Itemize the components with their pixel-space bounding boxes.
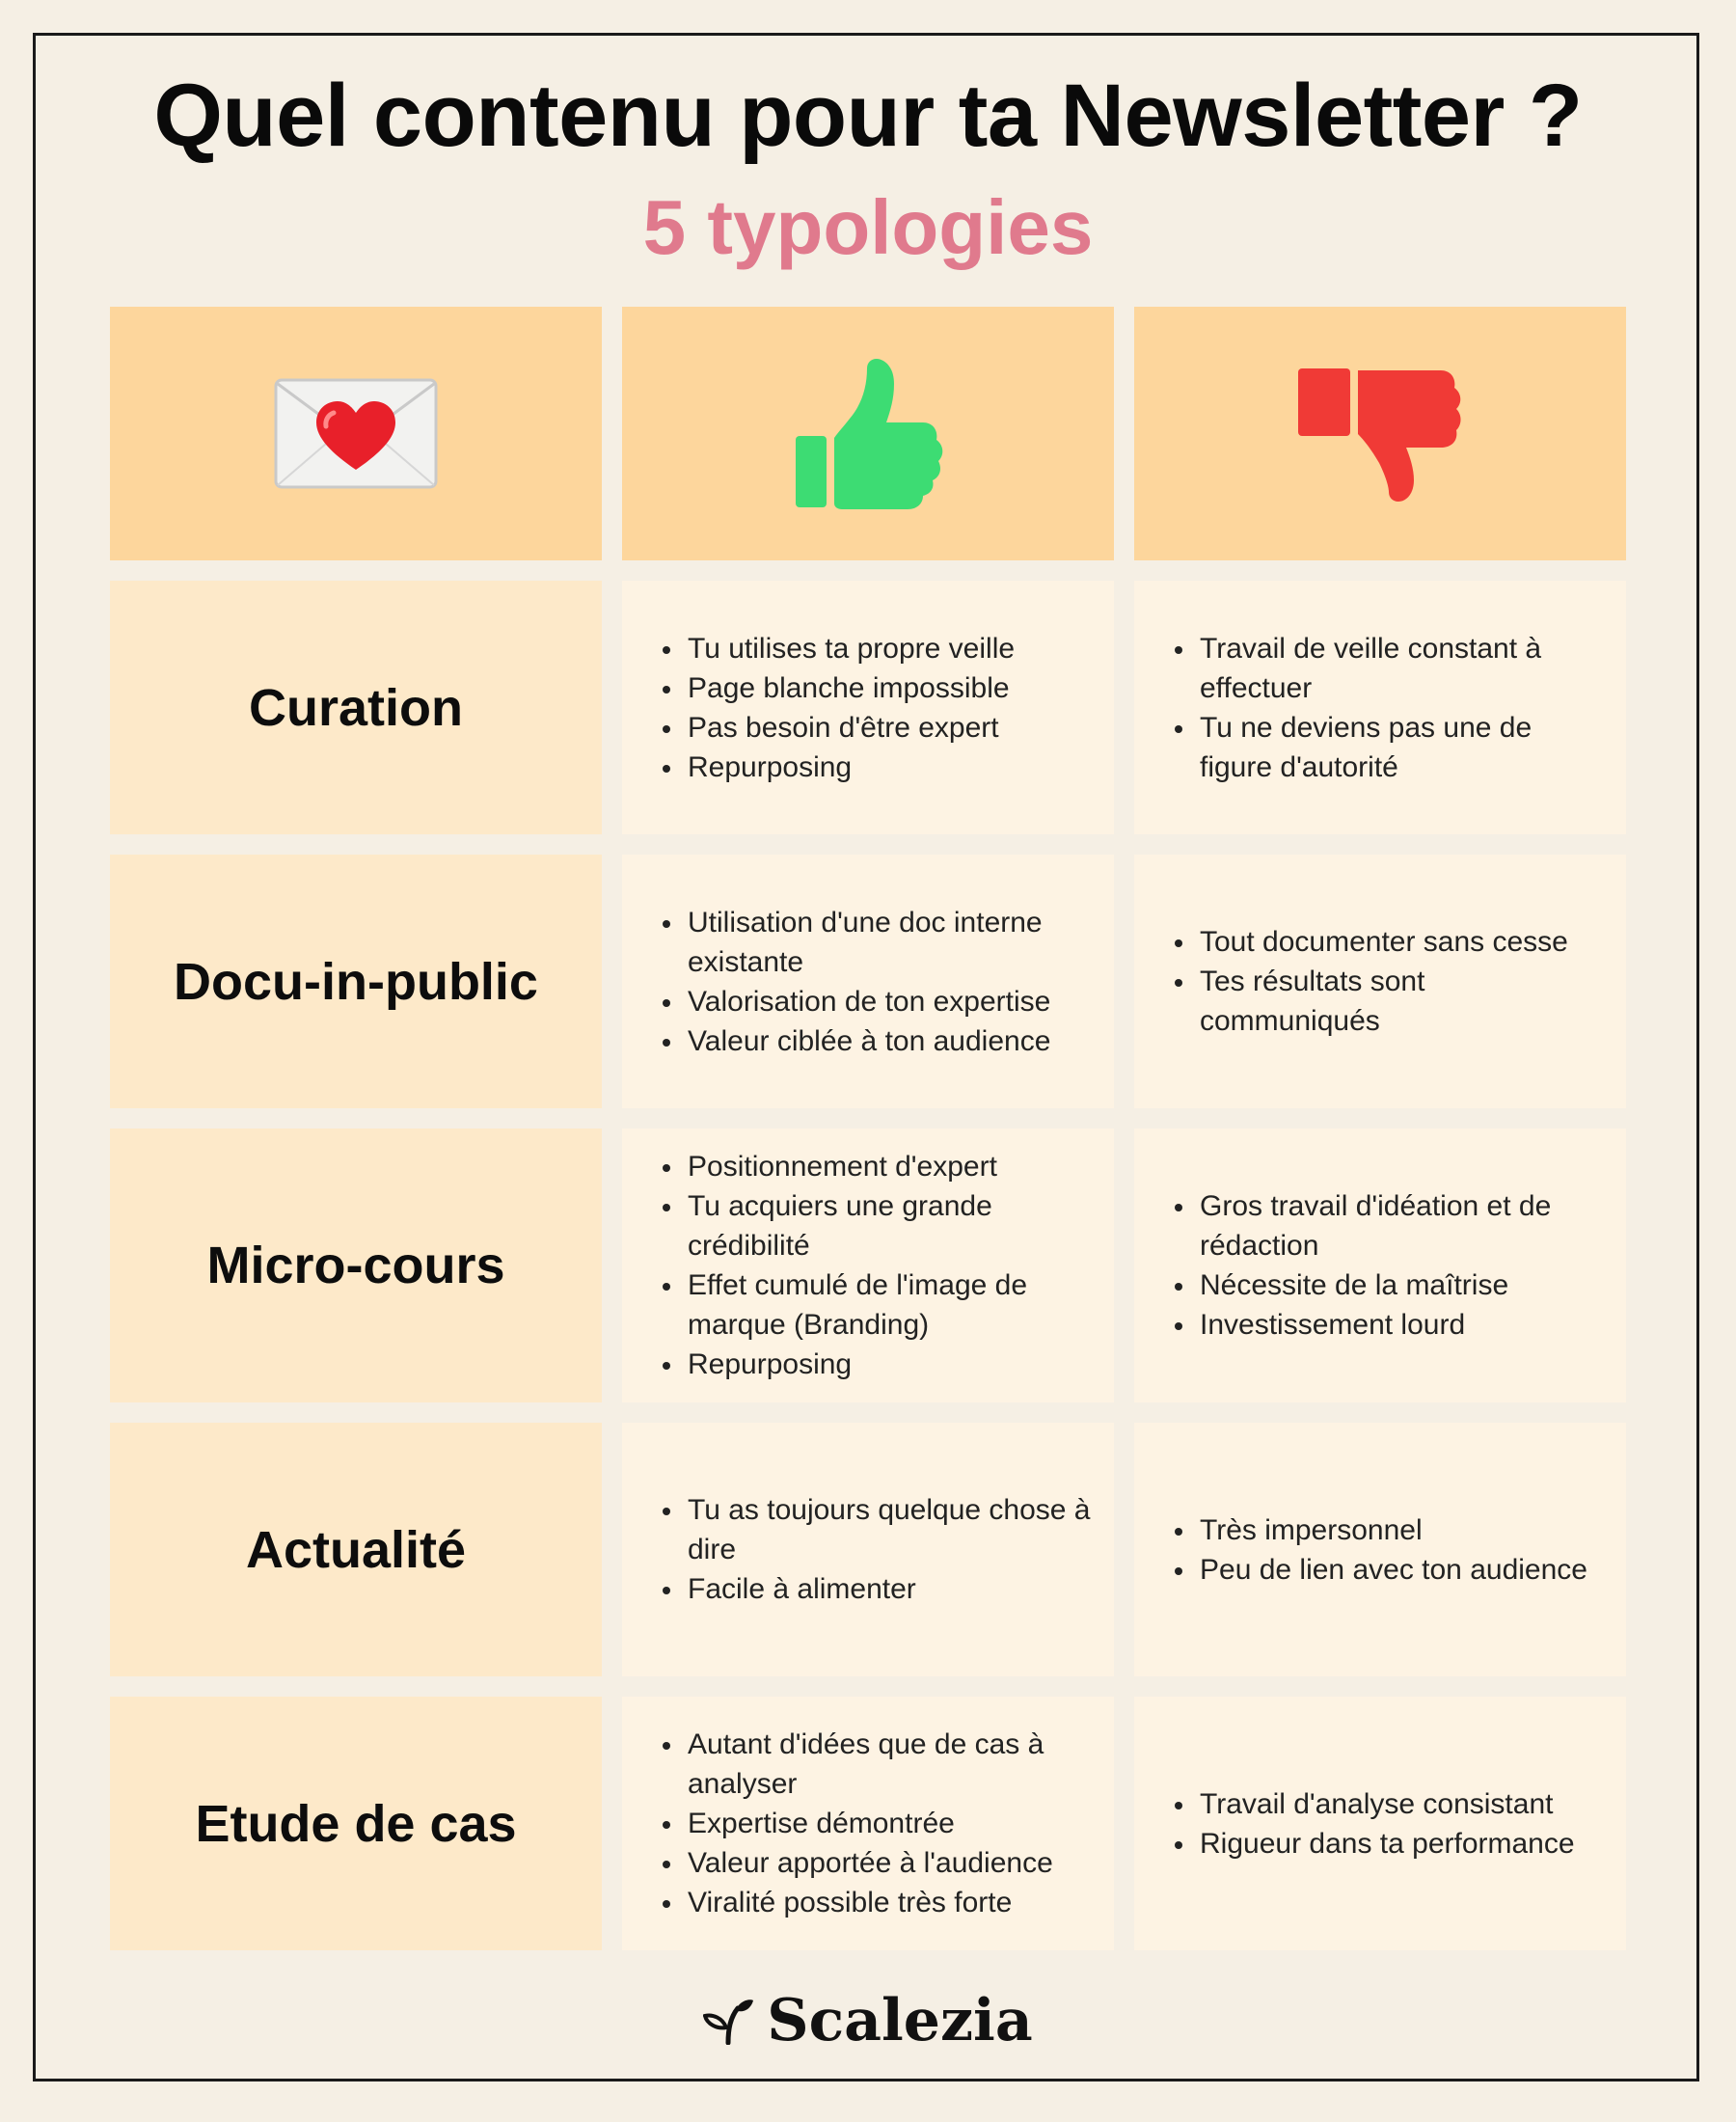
list-item: Gros travail d'idéation et de rédaction [1173,1186,1605,1265]
row-label-etude-de-cas [110,1697,602,1950]
sprout-icon [703,1997,755,2045]
cons-cell-etude-de-cas [1134,1697,1626,1950]
list-item: Tu utilises ta propre veille [661,629,1015,668]
list-item: Valeur apportée à l'audience [661,1843,1093,1883]
list-item: Tu acquiers une grande crédibilité [661,1186,1093,1265]
header-cell-cons [1134,307,1626,560]
list-item: Page blanche impossible [661,668,1015,708]
list-item: Effet cumulé de l'image de marque (Branding) [661,1265,1093,1345]
pros-cell-curation [622,581,1114,834]
row-label-text: Etude de cas [195,1794,517,1853]
list-item: Pas besoin d'être expert [661,708,1015,748]
list-item: Valorisation de ton expertise [661,982,1093,1021]
cons-list [1173,629,1605,787]
row-label-text: Micro-cours [206,1237,505,1294]
page-subtitle: 5 typologies [642,184,1094,270]
pros-list [661,903,1093,1061]
row-label-docu-in-public [110,855,602,1108]
list-item: Nécessite de la maîtrise [1173,1265,1605,1305]
cons-list [1173,1510,1587,1590]
list-item: Tu as toujours quelque chose à dire [661,1490,1093,1569]
list-item: Repurposing [661,748,1015,787]
thumbs-up-icon [794,357,943,511]
love-letter-icon [274,378,438,489]
list-item: Travail d'analyse consistant [1173,1784,1575,1824]
brand-logo [0,1987,1736,2054]
pros-list [661,1490,1093,1609]
list-item: Peu de lien avec ton audience [1173,1550,1587,1590]
brand-name: Scalezia [767,1987,1033,2054]
pros-cell-etude-de-cas [622,1697,1114,1950]
row-label-text: Curation [249,678,463,737]
list-item: Repurposing [661,1345,1093,1384]
list-item: Très impersonnel [1173,1510,1587,1550]
pros-list [661,629,1015,787]
page-title: Quel contenu pour ta Newsletter ? [153,67,1583,165]
cons-cell-curation [1134,581,1626,834]
list-item: Investissement lourd [1173,1305,1605,1345]
list-item: Tes résultats sont communiqués [1173,962,1605,1041]
list-item: Tout documenter sans cesse [1173,922,1605,962]
pros-cell-micro-cours [622,1129,1114,1402]
row-label-actualite [110,1423,602,1676]
thumbs-down-icon [1296,367,1465,502]
row-label-text: Actualité [245,1520,467,1579]
list-item: Facile à alimenter [661,1569,1093,1609]
pros-list [661,1725,1093,1922]
list-item: Rigueur dans ta performance [1173,1824,1575,1864]
cons-list [1173,1784,1575,1864]
row-label-micro-cours [110,1129,602,1402]
list-item: Travail de veille constant à effectuer [1173,629,1605,708]
cons-list [1173,922,1605,1041]
cons-cell-docu-in-public [1134,855,1626,1108]
cons-cell-micro-cours [1134,1129,1626,1402]
list-item: Autant d'idées que de cas à analyser [661,1725,1093,1804]
header-cell-pros [622,307,1114,560]
list-item: Valeur ciblée à ton audience [661,1021,1093,1061]
list-item: Tu ne deviens pas une de figure d'autorité [1173,708,1605,787]
cons-list [1173,1186,1605,1345]
pros-cell-docu-in-public [622,855,1114,1108]
list-item: Utilisation d'une doc interne existante [661,903,1093,982]
list-item: Positionnement d'expert [661,1147,1093,1186]
row-label-text: Docu-in-public [174,952,538,1011]
row-label-curation [110,581,602,834]
list-item: Expertise démontrée [661,1804,1093,1843]
pros-list [661,1147,1093,1384]
cons-cell-actualite [1134,1423,1626,1676]
list-item: Viralité possible très forte [661,1883,1093,1922]
pros-cell-actualite [622,1423,1114,1676]
header-cell-type [110,307,602,560]
